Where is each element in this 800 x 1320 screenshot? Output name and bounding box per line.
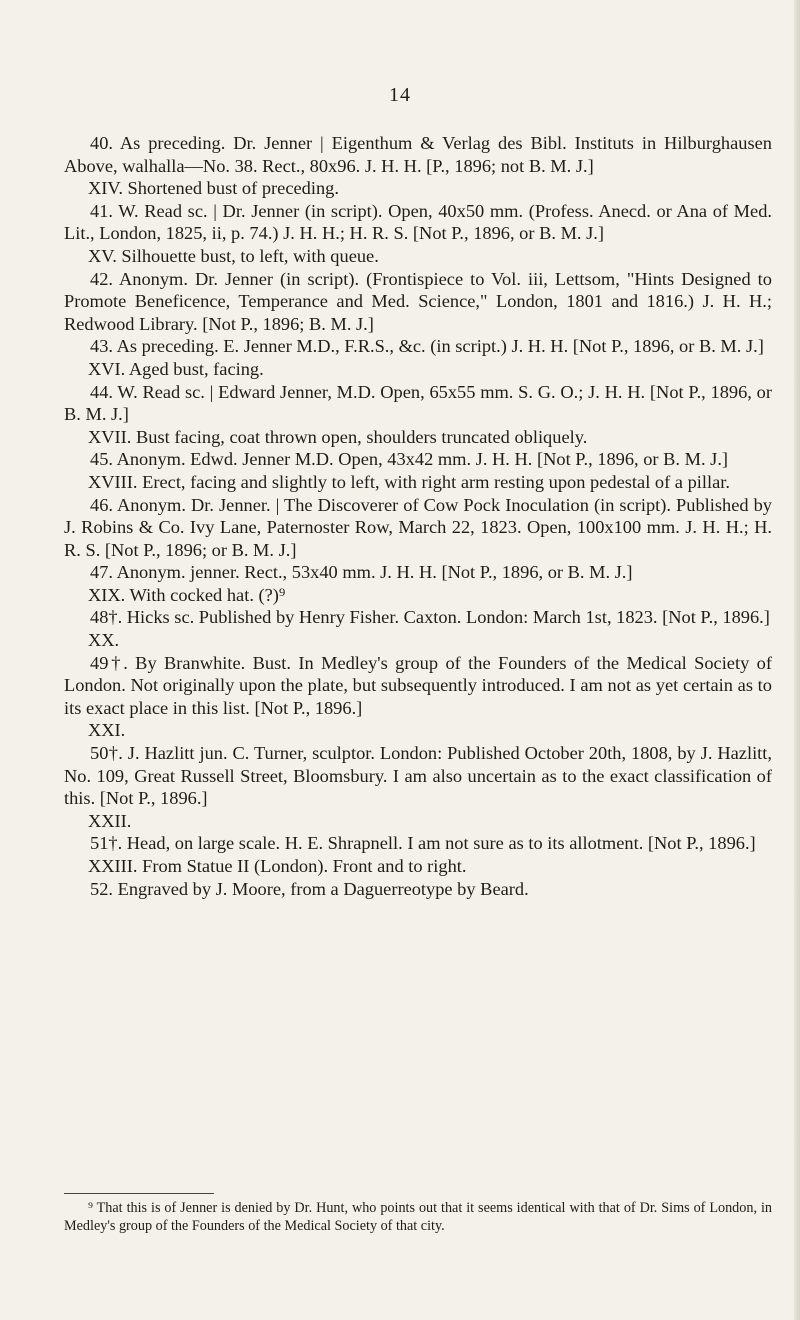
entry-46: 46. Anonym. Dr. Jenner. | The Discoverer of Cow Pock Inoculation (in script). Published by J. Robins & Co. Ivy Lane, Paternoster Row, March 22, 1823. Open, 100x100 mm. J. H. H.; H. R. S. [Not P., 1896; or B. M. J.] — [64, 494, 772, 560]
heading-xxiii: XXIII. From Statue II (London). Front and to right. — [88, 856, 467, 876]
heading-xvi: XVI. Aged bust, facing. — [88, 358, 264, 379]
entry-42: 42. Anonym. Dr. Jenner (in script). (Frontispiece to Vol. iii, Lettsom, "Hints Designed to Promote Beneficence, Temperance and Med. Science," London, 1801 and 1816.) J. H. H.; Redwood Library. [Not P., 1896; B. M. J.] — [64, 268, 772, 334]
entry-45: 45. Anonym. Edwd. Jenner M.D. Open, 43x42 mm. J. H. H. [Not P., 1896, or B. M. J.] — [90, 449, 729, 470]
entry-44: 44. W. Read sc. | Edward Jenner, M.D. Open, 65x55 mm. S. G. O.; J. H. H. [Not P., 1896, or B. M. J.] — [64, 381, 772, 425]
heading-xv: XV. Silhouette bust, to left, with queue. — [88, 245, 379, 266]
footnote-rule — [64, 1193, 214, 1194]
entry-50: 50†. J. Hazlitt jun. C. Turner, sculptor. London: Published October 20th, 1808, by J. Hazlitt, No. 109, Great Russell Street, Bloomsbury. I am also uncertain as to the exact classification of this. [Not P., 1896.] — [64, 743, 772, 809]
footnote: ⁹ That this is of Jenner is denied by Dr. Hunt, who points out that it seems identical with that of Dr. Sims of London, in Medley's group of the Founders of the Medical Society of that city. — [64, 1200, 772, 1234]
entry-51: 51†. Head, on large scale. H. E. Shrapnell. I am not sure as to its allotment. [Not P., 1896.] — [90, 833, 756, 854]
entry-40: 40. As preceding. Dr. Jenner | Eigenthum & Verlag des Bibl. Instituts in Hilburghausen Above, walhalla—No. 38. Rect., 80x96. J. H. H. [P., 1896; not B. M. J.] — [64, 133, 772, 176]
page-edge-shadow — [794, 0, 800, 1320]
entry-43: 43. As preceding. E. Jenner M.D., F.R.S., &c. (in script.) J. H. H. [Not P., 1896, or B. M. J.] — [90, 336, 764, 357]
entry-52: 52. Engraved by J. Moore, from a Daguerreotype by Beard. — [90, 878, 529, 899]
heading-xiv: XIV. Shortened bust of preceding. — [88, 178, 339, 199]
heading-xxii: XXII. — [88, 810, 132, 831]
entry-41: 41. W. Read sc. | Dr. Jenner (in script). Open, 40x50 mm. (Profess. Anecd. or Ana of Med. Lit., London, 1825, ii, p. 74.) J. H. H.; H. R. S. [Not P., 1896, or B. M. J.] — [64, 200, 772, 244]
heading-xix: XIX. With cocked hat. (?)⁹ — [88, 584, 286, 605]
heading-xx: XX. — [88, 630, 120, 651]
heading-xviii: XVIII. Erect, facing and slightly to left, with right arm resting upon pedestal of a pillar. — [88, 471, 730, 492]
catalogue-text — [64, 132, 772, 900]
page-number: 14 — [389, 84, 411, 106]
entry-47: 47. Anonym. jenner. Rect., 53x40 mm. J. H. H. [Not P., 1896, or B. M. J.] — [90, 562, 633, 583]
entry-48: 48†. Hicks sc. Published by Henry Fisher. Caxton. London: March 1st, 1823. [Not P., 1896.] — [90, 607, 770, 628]
heading-xxi: XXI. — [88, 720, 126, 741]
heading-xvii: XVII. Bust facing, coat thrown open, shoulders truncated obliquely. — [88, 426, 588, 447]
entry-49: 49†. By Branwhite. Bust. In Medley's group of the Founders of the Medical Society of London. Not originally upon the plate, but subsequently introduced. I am not as yet certain as to its exact place in this list. [Not P., 1896.] — [64, 652, 772, 718]
